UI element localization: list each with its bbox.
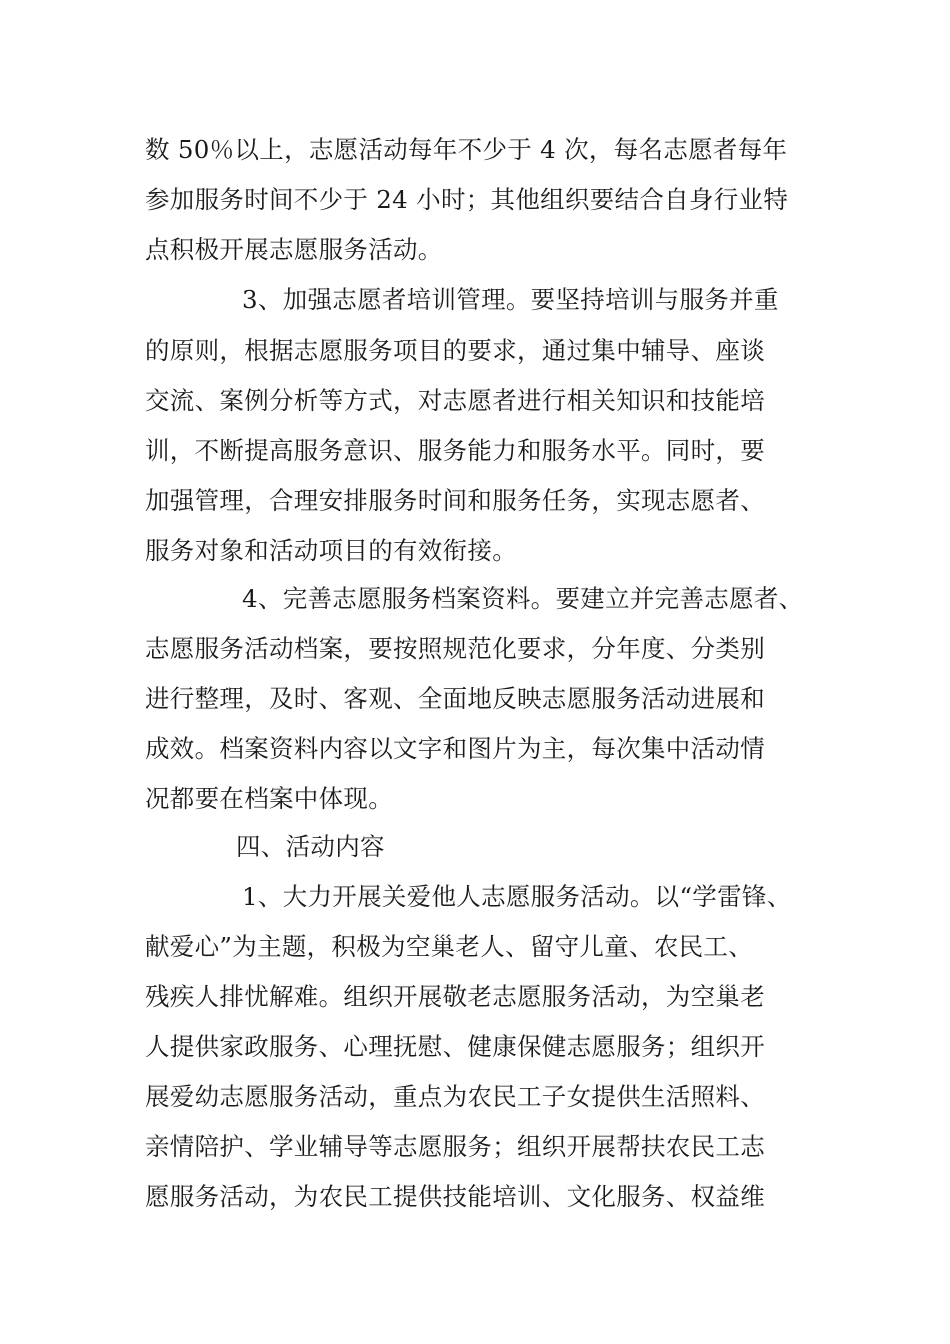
text-line: 亲情陪护、学业辅导等志愿服务；组织开展帮扶农民工志 (145, 1132, 765, 1161)
text-line: 志愿服务活动档案，要按照规范化要求，分年度、分类别 (145, 634, 765, 663)
text-line: 况都要在档案中体现。 (145, 784, 393, 813)
text-line: 交流、案例分析等方式，对志愿者进行相关知识和技能培 (145, 386, 765, 415)
text-line: 献爱心”为主题，积极为空巢老人、留守儿童、农民工、 (145, 932, 754, 961)
text-line: 人提供家政服务、心理抚慰、健康保健志愿服务；组织开 (145, 1032, 765, 1061)
text-line: 进行整理，及时、客观、全面地反映志愿服务活动进展和 (145, 684, 765, 713)
text-line: 训，不断提高服务意识、服务能力和服务水平。同时，要 (145, 436, 765, 465)
text-line: 数 50％以上，志愿活动每年不少于 4 次，每名志愿者每年 (145, 135, 788, 164)
paragraph-activity-1-start: 1、大力开展关爱他人志愿服务活动。以“学雷锋、 (242, 882, 792, 911)
text-line: 残疾人排忧解难。组织开展敬老志愿服务活动，为空巢老 (145, 982, 765, 1011)
text-line: 加强管理，合理安排服务时间和服务任务，实现志愿者、 (145, 486, 765, 515)
section-heading: 四、活动内容 (236, 832, 385, 861)
text-line: 参加服务时间不少于 24 小时；其他组织要结合自身行业特 (145, 185, 789, 214)
text-line: 愿服务活动，为农民工提供技能培训、文化服务、权益维 (145, 1182, 765, 1211)
text-line: 服务对象和活动项目的有效衔接。 (145, 536, 517, 565)
text-line: 的原则，根据志愿服务项目的要求，通过集中辅导、座谈 (145, 336, 765, 365)
paragraph-3-start: 3、加强志愿者培训管理。要坚持培训与服务并重 (242, 285, 779, 314)
text-line: 展爱幼志愿服务活动，重点为农民工子女提供生活照料、 (145, 1082, 765, 1111)
text-line: 成效。档案资料内容以文字和图片为主，每次集中活动情 (145, 734, 765, 763)
text-line: 点积极开展志愿服务活动。 (145, 235, 443, 264)
paragraph-4-start: 4、完善志愿服务档案资料。要建立并完善志愿者、 (242, 584, 804, 613)
